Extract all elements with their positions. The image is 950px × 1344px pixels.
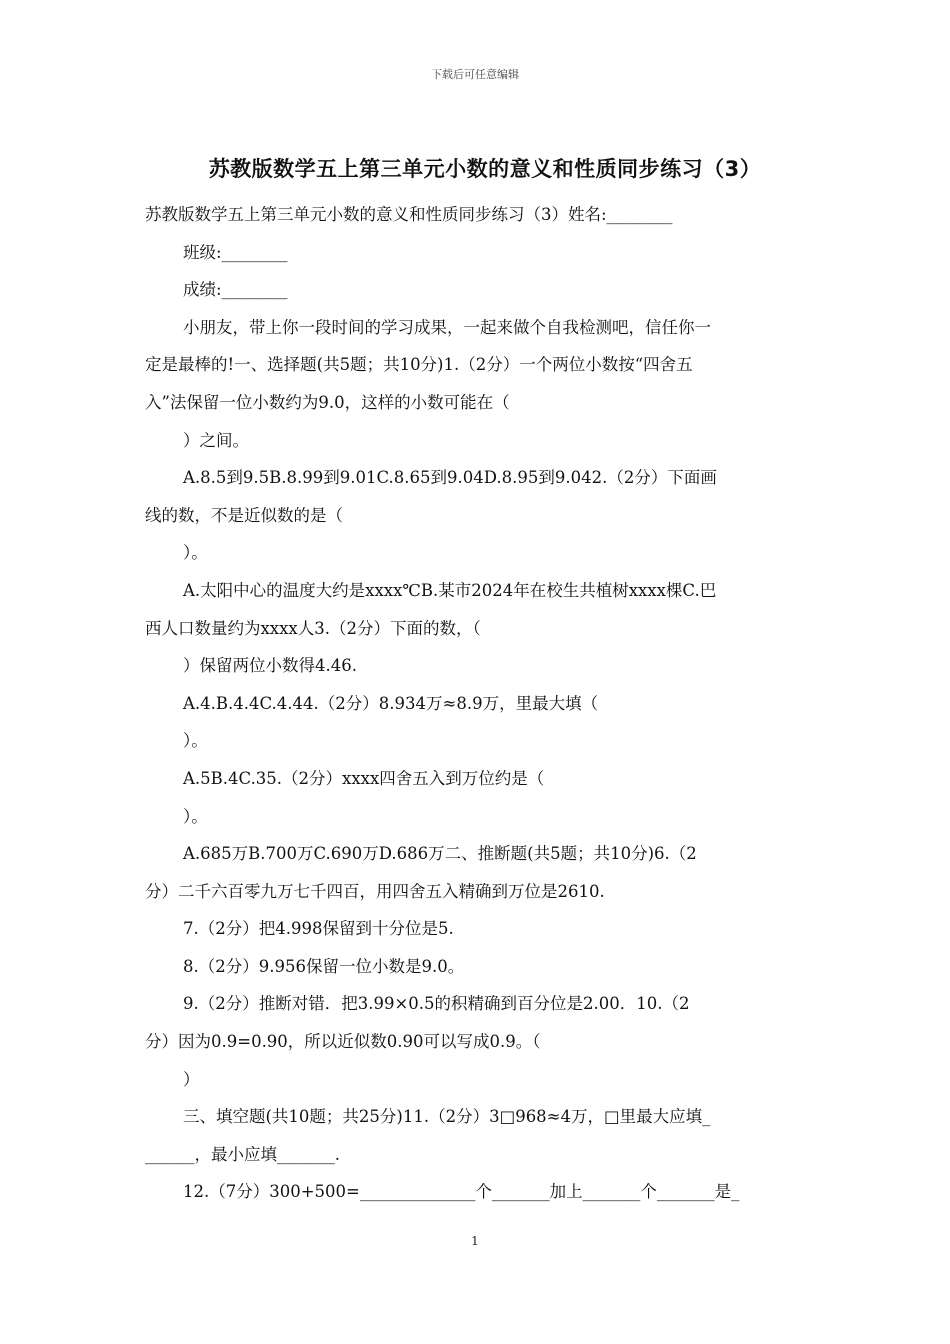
text-line: 分）二千六百零九万七千四百，用四舍五入精确到万位是2610. <box>145 881 605 901</box>
text-line: A.685万B.700万C.690万D.686万二、推断题(共5题；共10分)6.（2 <box>183 844 697 864</box>
text-line: ）保留两位小数得4.46. <box>183 656 357 676</box>
text-line: 小朋友，带上你一段时间的学习成果，一起来做个自我检测吧，信任你一 <box>183 317 711 337</box>
text-line: A.4.B.4.4C.4.44.（2分）8.934万≈8.9万，里最大填（ <box>183 693 599 713</box>
document-title: 苏教版数学五上第三单元小数的意义和性质同步练习（3） <box>208 157 762 181</box>
text-line: 12.（7分）300+500=______________个_______加上_______个_______是_ <box>183 1182 740 1202</box>
text-line: 成绩:________ <box>183 280 288 300</box>
text-line: 7.（2分）把4.998保留到十分位是5. <box>183 919 454 939</box>
text-line: A.太阳中心的温度大约是xxxx℃B.某市2024年在校生共植树xxxx棵C.巴 <box>183 580 717 600</box>
text-line: 苏教版数学五上第三单元小数的意义和性质同步练习（3）姓名:________ <box>145 205 673 224</box>
text-line: A.8.5到9.5B.8.99到9.01C.8.65到9.04D.8.95到9.042.（2分）下面画 <box>183 468 717 488</box>
text-line: 线的数，不是近似数的是（ <box>145 505 343 525</box>
text-line: 班级:________ <box>183 242 288 262</box>
text-line: ）之间。 <box>183 430 249 450</box>
text-line: ______，最小应填_______. <box>145 1144 340 1164</box>
text-line: A.5B.4C.35.（2分）xxxx四舍五入到万位约是（ <box>183 768 545 788</box>
text-line: 分）因为0.9=0.90，所以近似数0.90可以写成0.9。（ <box>145 1032 541 1052</box>
header-note: 下载后可任意编辑 <box>431 68 519 81</box>
page-number: 1 <box>471 1234 479 1248</box>
text-line: 8.（2分）9.956保留一位小数是9.0。 <box>183 956 465 976</box>
text-line: 三、填空题(共10题；共25分)11.（2分）3□968≈4万，□里最大应填_ <box>183 1107 711 1127</box>
text-line: ）。 <box>183 731 208 751</box>
text-line: 西人口数量约为xxxx人3.（2分）下面的数，（ <box>145 618 481 638</box>
text-line: 定是最棒的!一、选择题(共5题；共10分)1.（2分）一个两位小数按“四舍五 <box>145 355 693 375</box>
text-line: 入”法保留一位小数约为9.0，这样的小数可能在（ <box>145 392 510 412</box>
text-line: ）。 <box>183 806 208 826</box>
text-line: ） <box>183 1069 200 1089</box>
text-line: ）。 <box>183 543 208 563</box>
text-line: 9.（2分）推断对错．把3.99×0.5的积精确到百分位是2.00．10.（2 <box>183 994 690 1014</box>
document-body <box>145 196 810 1211</box>
